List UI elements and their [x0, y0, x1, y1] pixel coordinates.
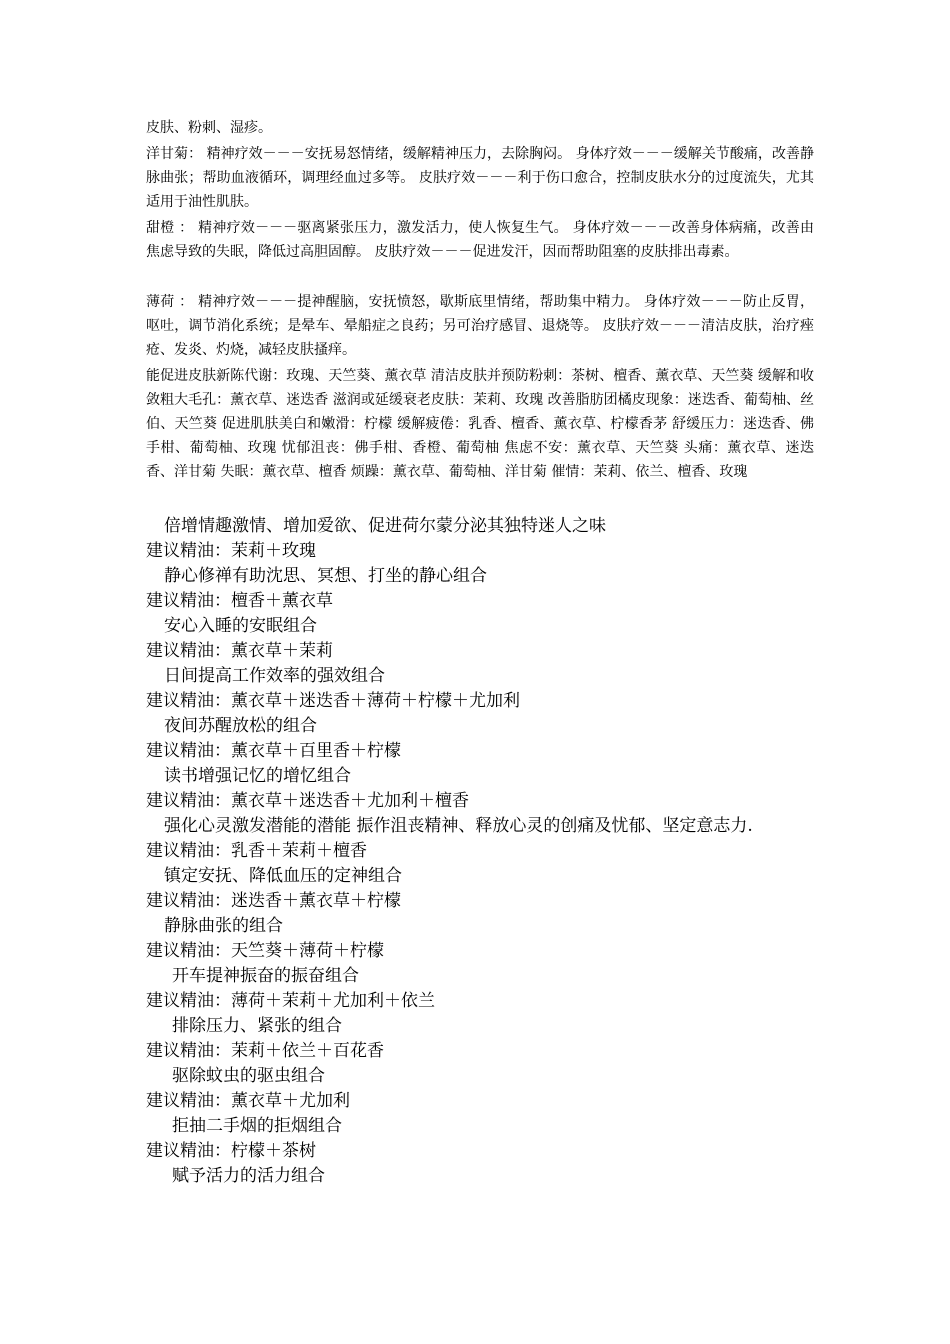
combo-suggestion: 建议精油：薰衣草＋尤加利 [146, 1091, 350, 1111]
combo-title: 强化心灵激发潜能的潜能 振作沮丧精神、释放心灵的创痛及忧郁、坚定意志力. [164, 816, 753, 836]
combo-suggestion: 建议精油：天竺葵＋薄荷＋柠檬 [146, 941, 384, 961]
paragraph-sweet-orange: 甜橙 ： 精神疗效－－－驱离紧张压力，激发活力，使人恢复生气。 身体疗效－－－改善身体病痛，改善由焦虑导致的失眠，降低过高胆固醇。 皮肤疗效－－－促进发汗，因而帮助阻塞的皮肤排出毒素。 [146, 220, 814, 260]
combo-title: 读书增强记忆的增忆组合 [164, 766, 351, 786]
paragraph-skin-intro: 皮肤、粉刺、湿疹。 [146, 120, 272, 136]
combo-title: 安心入睡的安眠组合 [164, 616, 317, 636]
combo-title: 日间提高工作效率的强效组合 [164, 666, 385, 686]
combo-suggestion: 建议精油：柠檬＋茶树 [146, 1141, 316, 1161]
combo-title: 镇定安抚、降低血压的定神组合 [164, 866, 402, 886]
oil-combination-list [146, 514, 818, 1189]
paragraph-skin-and-mood-list: 能促进皮肤新陈代谢：玫瑰、天竺葵、薰衣草 清洁皮肤并预防粉刺：茶树、檀香、薰衣草、天竺葵 缓解和收敛粗大毛孔：薰衣草、迷迭香 滋润或延缓衰老皮肤：茉莉、玫瑰 改善脂肪团橘皮现象：迷迭香、葡萄柚、丝伯、天竺葵 促进肌肤美白和嫩滑：柠檬 缓解疲倦：乳香、檀香、薰衣草、柠檬香茅 舒缓压力：迷迭香、佛手柑、葡萄柚、玫瑰 忧郁沮丧：佛手柑、香橙、葡萄柚 焦虑不安：薰衣草、天竺葵 头痛：薰衣草、迷迭香、洋甘菊 失眠：薰衣草、檀香 烦躁：薰衣草、葡萄柚、洋甘菊 催情：茉莉、依兰、檀香、玫瑰 [146, 368, 814, 480]
combo-suggestion: 建议精油：薄荷＋茉莉＋尤加利＋依兰 [146, 991, 435, 1011]
combo-title: 静心修禅有助沈思、冥想、打坐的静心组合 [164, 566, 487, 586]
combo-title: 开车提神振奋的振奋组合 [172, 966, 359, 986]
combo-suggestion: 建议精油：薰衣草＋百里香＋柠檬 [146, 741, 401, 761]
combo-suggestion: 建议精油：茉莉＋依兰＋百花香 [146, 1041, 384, 1061]
combo-title: 静脉曲张的组合 [164, 916, 283, 936]
paragraph-peppermint: 薄荷 ： 精神疗效－－－提神醒脑，安抚愤怒，歇斯底里情绪，帮助集中精力。 身体疗效－－－防止反胃，呕吐，调节消化系统；是晕车、晕船症之良药；另可治疗感冒、退烧等。 皮肤疗效－－－清洁皮肤，治疗痤疮、发炎、灼烧，减轻皮肤搔痒。 [146, 294, 814, 358]
combo-suggestion: 建议精油：乳香＋茉莉＋檀香 [146, 841, 367, 861]
combo-title: 驱除蚊虫的驱虫组合 [172, 1066, 325, 1086]
combo-suggestion: 建议精油：薰衣草＋迷迭香＋薄荷＋柠檬＋尤加利 [146, 691, 520, 711]
combo-suggestion: 建议精油：檀香＋薰衣草 [146, 591, 333, 611]
combo-suggestion: 建议精油：迷迭香＋薰衣草＋柠檬 [146, 891, 401, 911]
combo-title: 倍增情趣激情、增加爱欲、促进荷尔蒙分泌其独特迷人之味 [164, 516, 606, 536]
combo-suggestion: 建议精油：薰衣草＋茉莉 [146, 641, 333, 661]
combo-suggestion: 建议精油：薰衣草＋迷迭香＋尤加利＋檀香 [146, 791, 469, 811]
combo-suggestion: 建议精油：茉莉＋玫瑰 [146, 541, 316, 561]
paragraph-chamomile: 洋甘菊： 精神疗效－－－安抚易怒情绪，缓解精神压力，去除胸闷。 身体疗效－－－缓解关节酸痛，改善静脉曲张；帮助血液循环，调理经血过多等。 皮肤疗效－－－利于伤口愈合，控制皮肤水分的过度流失，尤其适用于油性肌肤。 [146, 146, 814, 210]
combo-title: 拒抽二手烟的拒烟组合 [172, 1116, 342, 1136]
combo-title: 排除压力、紧张的组合 [172, 1016, 342, 1036]
combo-title: 夜间苏醒放松的组合 [164, 716, 317, 736]
combo-title: 赋予活力的活力组合 [172, 1166, 325, 1186]
